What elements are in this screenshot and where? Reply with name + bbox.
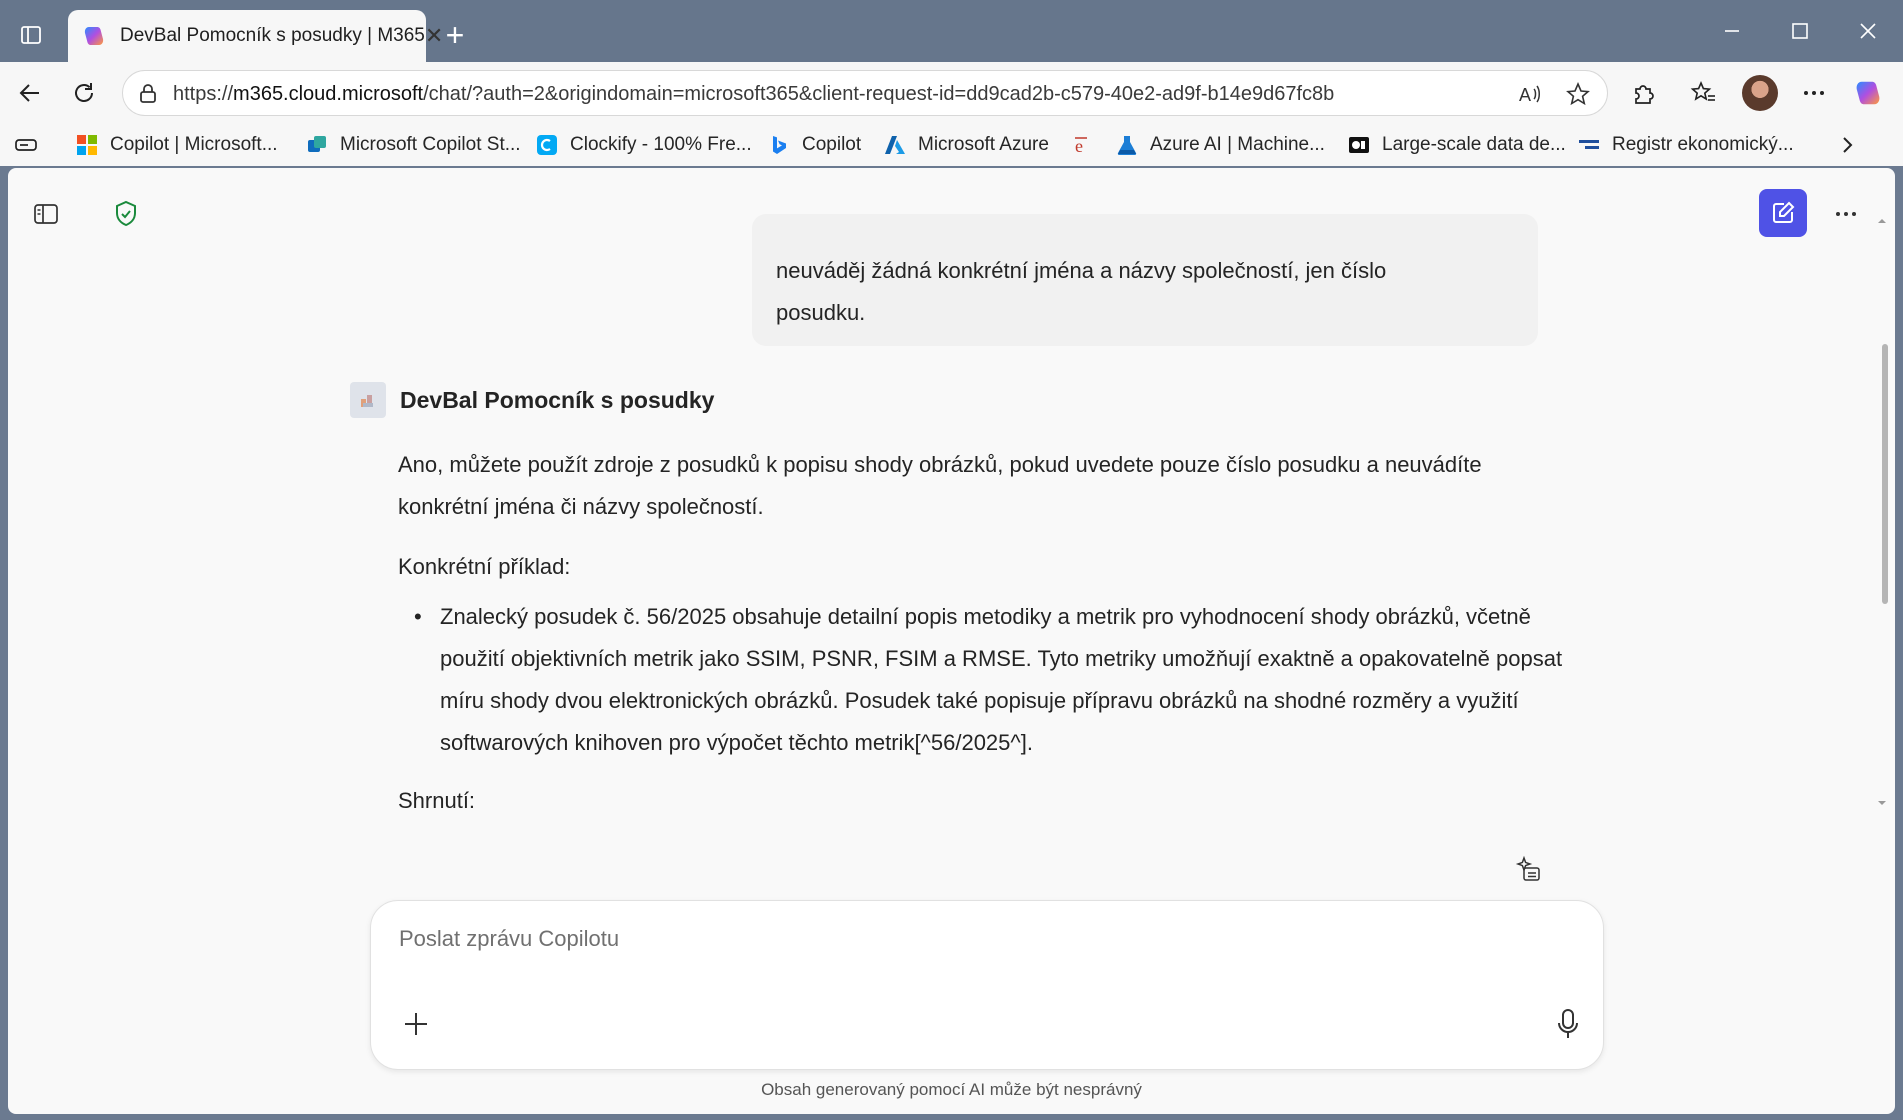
url-scheme: https:// bbox=[173, 83, 234, 105]
favorite-item-copilot[interactable] bbox=[768, 132, 861, 158]
user-message-bubble bbox=[752, 214, 1538, 346]
favorites-bar bbox=[0, 124, 1903, 166]
favorite-label: Azure AI | Machine... bbox=[1150, 134, 1325, 155]
chat-scrollbar-thumb[interactable] bbox=[1882, 344, 1888, 604]
tab-title: DevBal Pomocník s posudky | M365 bbox=[120, 25, 425, 46]
toggle-sidebar-button[interactable] bbox=[28, 196, 64, 232]
maximize-button[interactable] bbox=[1780, 14, 1820, 48]
azure-ml-icon bbox=[1116, 134, 1138, 156]
favorite-label: Registr ekonomický... bbox=[1612, 134, 1794, 155]
copilot-page bbox=[8, 168, 1895, 1114]
copilot-favicon-icon bbox=[82, 24, 106, 48]
maximize-icon bbox=[1791, 22, 1809, 40]
ai-disclaimer: Obsah generovaný pomocí AI může být nesprávný bbox=[761, 1080, 1142, 1099]
clockify-icon bbox=[536, 134, 558, 156]
tab-actions-icon bbox=[20, 24, 42, 46]
tab-actions-button[interactable] bbox=[14, 18, 48, 52]
favorite-item-large-scale-data[interactable] bbox=[1348, 132, 1566, 158]
new-tab-button[interactable]: + bbox=[445, 16, 465, 53]
bot-name: DevBal Pomocník s posudky bbox=[400, 386, 715, 413]
bing-icon bbox=[768, 134, 790, 156]
favorites-bar-toggle[interactable] bbox=[14, 132, 40, 158]
new-chat-button[interactable] bbox=[1759, 189, 1807, 237]
favorite-label: Microsoft Azure bbox=[918, 134, 1049, 155]
microsoft-logo-icon bbox=[76, 134, 98, 156]
message-composer bbox=[370, 900, 1604, 1070]
copilot-sidebar-button[interactable] bbox=[1848, 73, 1888, 113]
microphone-icon bbox=[1556, 1008, 1580, 1040]
copilot-studio-icon bbox=[306, 134, 328, 156]
agent-avatar-icon bbox=[357, 389, 379, 411]
url-text[interactable] bbox=[173, 83, 1334, 106]
data-site-icon bbox=[1348, 134, 1370, 156]
favorite-label: Microsoft Copilot St... bbox=[340, 134, 521, 155]
copilot-icon bbox=[1853, 78, 1883, 108]
sparkle-list-icon bbox=[1515, 855, 1543, 883]
voice-input-button[interactable] bbox=[1551, 1005, 1585, 1043]
azure-icon bbox=[884, 134, 906, 156]
svg-text:e: e bbox=[1075, 136, 1083, 156]
favorite-label: Clockify - 100% Fre... bbox=[570, 134, 752, 155]
shield-check-icon bbox=[113, 200, 139, 228]
bot-bullet-list bbox=[398, 596, 1568, 764]
favorite-label: Copilot | Microsoft... bbox=[110, 134, 278, 155]
url-host: m365.cloud.microsoft bbox=[233, 83, 424, 105]
favorites-list-icon bbox=[1691, 80, 1717, 106]
e-site-icon bbox=[1072, 134, 1094, 156]
read-aloud-icon[interactable] bbox=[1517, 81, 1543, 107]
scroll-down-arrow-icon[interactable] bbox=[1876, 798, 1888, 808]
user-message-line: neuváděj žádná konkrétní jména a názvy společností, jen číslo bbox=[776, 258, 1387, 283]
bot-message-header bbox=[350, 382, 714, 418]
refresh-icon bbox=[71, 80, 97, 106]
favorite-item-clockify[interactable] bbox=[536, 132, 752, 158]
back-button[interactable] bbox=[10, 73, 50, 113]
active-tab[interactable] bbox=[68, 10, 444, 62]
favorites-button[interactable] bbox=[1684, 73, 1724, 113]
favorite-item-azure[interactable] bbox=[884, 132, 1049, 158]
browser-toolbar bbox=[0, 62, 1903, 124]
favorite-item-copilot-microsoft[interactable] bbox=[76, 132, 278, 158]
favorites-overflow-button[interactable] bbox=[1836, 132, 1858, 158]
bot-message-body bbox=[398, 444, 1568, 840]
refresh-button[interactable] bbox=[64, 73, 104, 113]
page-more-button[interactable] bbox=[1828, 196, 1864, 232]
add-attachment-button[interactable] bbox=[399, 1007, 433, 1041]
more-horizontal-icon bbox=[1801, 80, 1827, 106]
close-window-icon bbox=[1859, 22, 1877, 40]
scroll-up-arrow-icon[interactable] bbox=[1876, 216, 1888, 226]
chevron-right-icon bbox=[1836, 134, 1858, 156]
tab-groups-icon bbox=[14, 134, 40, 156]
plus-icon bbox=[402, 1010, 430, 1038]
extensions-button[interactable] bbox=[1624, 73, 1664, 113]
svg-text:A: A bbox=[1519, 85, 1532, 105]
bot-bullet-item: • Znalecký posudek č. 56/2025 obsahuje detailní popis metodiky a metrik pro vyhodnocení shody obrázků, včetně použití objektivních metrik jako SSIM, PSNR, FSIM a RMSE. Tyto metriky umožňují exaktně a opakovatelně popsat míru shody dvou elektronických obrázků. Posudek také popisuje přípravu obrázků na shodné rozměry a využití softwarových knihoven pro výpočet těchto metrik[^56/2025^]. bbox=[440, 596, 1568, 764]
bot-example-heading: Konkrétní příklad: bbox=[398, 554, 571, 579]
browser-titlebar bbox=[0, 0, 1903, 62]
favorite-item-azure-ai[interactable] bbox=[1116, 132, 1325, 158]
favorite-star-icon[interactable] bbox=[1565, 81, 1591, 107]
bot-summary-heading: Shrnutí: bbox=[398, 788, 476, 813]
favorite-item-registr[interactable] bbox=[1578, 132, 1794, 158]
address-bar[interactable] bbox=[122, 70, 1608, 116]
favorite-label: Large-scale data de... bbox=[1382, 134, 1566, 155]
profile-avatar[interactable] bbox=[1742, 75, 1778, 111]
user-message-line: posudku. bbox=[776, 300, 866, 325]
message-input[interactable] bbox=[399, 921, 1499, 957]
more-horizontal-icon bbox=[1833, 201, 1859, 227]
minimize-icon bbox=[1723, 22, 1741, 40]
back-arrow-icon bbox=[17, 80, 43, 106]
close-tab-icon[interactable]: ✕ bbox=[424, 23, 444, 48]
favorite-item-e-site[interactable] bbox=[1072, 132, 1106, 158]
settings-more-button[interactable] bbox=[1794, 73, 1834, 113]
chat-transcript[interactable] bbox=[8, 254, 1895, 814]
url-path: /chat/?auth=2&origindomain=microsoft365&client-request-id=dd9cad2b-c579-40e2-ad9f-b14e9d67fc8b bbox=[423, 83, 1335, 105]
lock-icon[interactable] bbox=[137, 83, 159, 105]
registry-icon bbox=[1578, 134, 1600, 156]
close-window-button[interactable] bbox=[1848, 14, 1888, 48]
bot-paragraph: Ano, můžete použít zdroje z posudků k popisu shody obrázků, pokud uvedete pouze číslo posudku a neuvádíte konkrétní jména či názvy společností. bbox=[398, 452, 1482, 519]
prompt-suggestions-button[interactable] bbox=[1512, 852, 1546, 886]
minimize-button[interactable] bbox=[1712, 14, 1752, 48]
data-protection-button[interactable] bbox=[108, 196, 144, 232]
puzzle-icon bbox=[1631, 80, 1657, 106]
favorite-label: Copilot bbox=[802, 134, 862, 155]
bot-avatar bbox=[350, 382, 386, 418]
compose-icon bbox=[1770, 200, 1796, 226]
favorite-item-copilot-studio[interactable] bbox=[306, 132, 521, 158]
sidebar-icon bbox=[33, 202, 59, 226]
